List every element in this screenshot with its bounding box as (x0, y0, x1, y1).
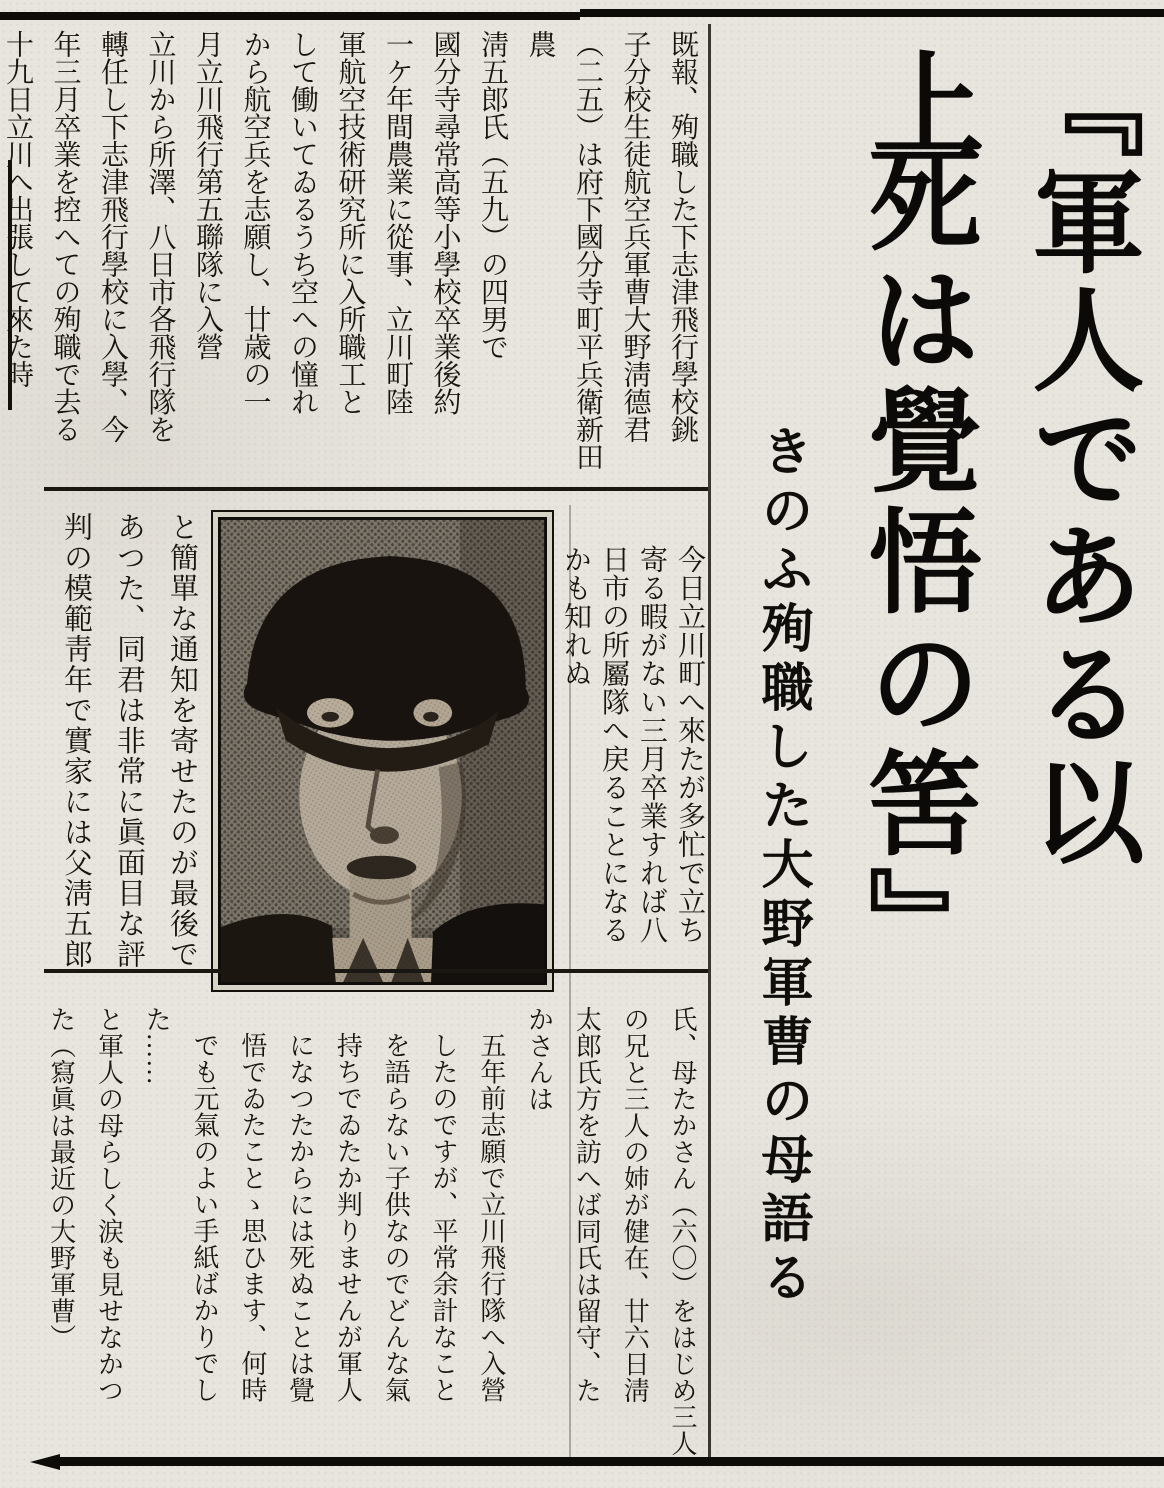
pilot-quote-column-4: かも知れぬ (560, 545, 591, 688)
bottom-column-13: と軍人の母らしく涙も見せなかつ (94, 1006, 124, 1404)
top-border-rule-left (0, 12, 580, 20)
mother-quote-column-5: になつたからには死ぬことは覺 (285, 1032, 315, 1403)
lead-paragraph (2, 30, 706, 492)
bottom-border-arrow (30, 1454, 60, 1470)
mother-quote-column-1: 五年前志願で立川飛行隊へ入營 (476, 1032, 506, 1403)
bottom-column-12: た…… (142, 1006, 172, 1086)
photo-caption-column: た（寫眞は最近の大野軍曹） (46, 1006, 76, 1351)
bottom-column-1: 氏、母たかさん（六〇）をはじめ三人 (668, 1006, 697, 1457)
bottom-column-3: 太郎氏方を訪へば同氏は留守、た (572, 1006, 602, 1404)
headline-line-2: 死は覺悟の筈』 (852, 140, 977, 987)
lead-column-8: して働いてゐるうち空への憧れ (287, 30, 318, 415)
mother-quote-column-3: を語らない子供なのでどんな氣 (381, 1032, 411, 1403)
section-divider-rule-top (44, 487, 708, 491)
pilot-quote-column-1: 今日立川町へ來たが多忙で立ち (674, 545, 705, 944)
lead-column-4: 淸五郎氏（五九）の四男で (477, 30, 508, 360)
continuation-column-3: 判の模範靑年で實家には父淸五郎 (60, 512, 92, 970)
headline-line-1: 『軍人である以上 (856, 46, 1140, 872)
mother-quote-column-6: 悟でゐたことゝ思ひます、何時 (237, 1032, 267, 1403)
lead-column-12: 轉任し下志津飛行學校に入學、今 (97, 30, 128, 443)
lead-column-5: 國分寺尋常高等小學校卒業後約 (429, 30, 461, 415)
section-divider-rule-middle (44, 969, 708, 973)
pilot-quote-column-3: 日市の所屬隊へ戻ることになる (598, 545, 629, 944)
lead-column-1: 既報、殉職した下志津飛行學校銚 (667, 30, 698, 443)
lead-column-7: 軍航空技術研究所に入所職工と (334, 30, 366, 415)
mother-quote-column-2: したのですが、平常余計なこと (429, 1032, 459, 1403)
column-divider-rule (708, 24, 711, 1460)
continuation-column-2: あつた、同君は非常に眞面目な評 (113, 512, 145, 970)
lead-column-9: から航空兵を志願し、廿歳の一 (239, 30, 271, 415)
lead-column-11: 立川から所澤、八日市各飛行隊を (144, 30, 176, 443)
lead-column-2: 子分校生徒航空兵軍曹大野淸德君 (619, 30, 651, 443)
bottom-column-2: の兄と三人の姉が健在、廿六日淸 (620, 1006, 650, 1404)
lead-column-3: （二五）は府下國分寺町平兵衛新田農 (524, 30, 603, 470)
top-border-rule-right (580, 9, 1164, 17)
mother-quote-column-4: 持ちでゐたか判りませんが軍人 (333, 1032, 363, 1403)
pilot-quote-block (556, 545, 708, 990)
continuation-column-1: と簡單な通知を寄せたのが最後で (166, 512, 198, 970)
mother-quote-column-7: でも元氣のよい手紙ばかりでし (190, 1032, 220, 1403)
pilot-quote-column-2: 寄る暇がない三月卒業すれば八 (636, 545, 667, 944)
lead-column-14: 十九日立川へ出張して來た時 (2, 30, 33, 388)
mother-interview-paragraph (36, 1006, 706, 1460)
continuation-paragraph (48, 512, 208, 984)
portrait-photo-image (218, 517, 547, 985)
bottom-column-4: かさんは (524, 1006, 554, 1112)
portrait-photo (211, 510, 554, 992)
lead-column-10: 月立川飛行第五聯隊に入營 (192, 30, 223, 360)
lead-column-13: 年三月卒業を控へての殉職で去る (49, 30, 81, 443)
bottom-border-rule (58, 1457, 1164, 1466)
lead-column-6: 一ケ年間農業に從事、立川町陸 (382, 30, 413, 415)
subheadline: きのふ殉職した大野軍曹の母語る (753, 424, 810, 1309)
